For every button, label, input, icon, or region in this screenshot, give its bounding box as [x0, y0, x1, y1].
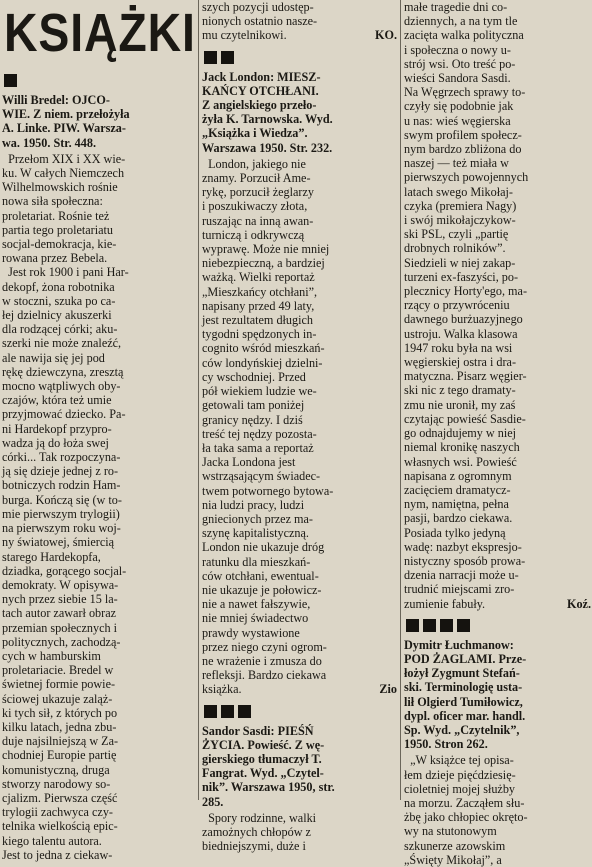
review-heading-luchmanow	[404, 638, 591, 752]
text-line: czyły się podobnie jak	[404, 99, 514, 114]
review-heading-bredel	[2, 93, 195, 150]
separator-square	[221, 51, 234, 64]
text-line: wy na stutonowym	[404, 824, 497, 839]
text-line: turzeni ex-faszyści, po-	[404, 269, 519, 284]
text-line: starego Hardekopfa,	[2, 549, 101, 564]
text-line: naszej — też miała w	[404, 156, 509, 171]
text-line: niebezpieczną, a bardziej	[202, 256, 325, 271]
text-line: burga. Kończą się (w to-	[2, 492, 122, 507]
text-line: „Święty Mikołaj”, a	[404, 852, 502, 867]
text-line: łej dzielnicy akuszerki	[2, 308, 112, 323]
text-line: Jest to jedna z ciekaw-	[2, 847, 113, 862]
text-line: go odnajdujemy w niej	[404, 426, 517, 441]
text-line: Sp. Wyd. „Czytelnik”,	[404, 722, 520, 737]
text-line: trudnić miejscami zro-	[404, 582, 515, 597]
section-title: KSIĄŻKI	[4, 3, 196, 63]
text-line: ku. W całych Niemczech	[2, 166, 125, 181]
text-line: chodniej Europie partię	[2, 748, 117, 763]
text-line: w stoczni, szuka po ca-	[2, 293, 116, 308]
review-body-bredel	[2, 152, 195, 862]
text-line: rowana przez Bebela.	[2, 251, 108, 266]
text-line: wadę: nazbyt ekspresjo-	[404, 539, 522, 554]
text-line: ców otchłani, ewentual-	[202, 568, 319, 583]
review-heading-london	[202, 70, 397, 155]
text-line: twem potwornego bytowa-	[202, 483, 334, 498]
text-line: łożył Zygmunt Stefań-	[404, 666, 520, 681]
text-line: 1950. Stron 262.	[404, 737, 488, 752]
text-line: zmu nie uronił, my zaś	[404, 397, 516, 412]
text-line: szkunerze azowskim	[404, 838, 506, 853]
text-line: Posiada tylko jedyną	[404, 525, 506, 540]
text-line: Willi Bredel: OJCO-	[2, 93, 110, 107]
text-line: mu czytelnikowi.	[202, 28, 287, 43]
text-line: ski PSL, czyli „partię	[404, 227, 509, 242]
text-line: dekopf, żona robotnika	[2, 279, 115, 294]
text-line: dla rodzącej córki; aku-	[2, 322, 118, 337]
text-line: Warszawa 1950. Str. 232.	[202, 140, 333, 155]
separator-square	[4, 74, 17, 87]
text-line: Jest rok 1900 i pani Har-	[2, 265, 129, 280]
text-line: żbę jako chłopiec okręto-	[404, 810, 528, 825]
text-line: znamy. Porzucił Ame-	[202, 171, 311, 186]
text-line: London, jakiego nie	[202, 156, 306, 171]
text-line: nych przez siebie 15 la-	[2, 592, 118, 607]
text-line: cioletniej mojej służby	[404, 781, 516, 796]
text-line: czajów, która też umie	[2, 393, 112, 408]
text-line: ważką. Wielki reportaż	[202, 270, 315, 285]
text-line: botniczych rodzin Ham-	[2, 478, 121, 493]
text-line: rykę, porzucił żeglarzy	[202, 185, 314, 200]
text-line: tygodni spędzonych in-	[202, 327, 317, 342]
text-line: świetnej formie powie-	[2, 677, 116, 692]
text-line: szerki nie może znaleźć,	[2, 336, 122, 351]
text-line: ustroju. Walka klasowa	[404, 326, 518, 341]
text-line: cognito wśród mieszkań-	[202, 341, 325, 356]
text-line: proletariacie. Bredel w	[2, 663, 114, 678]
text-line: łem dzieje pięćdziesię-	[404, 767, 516, 782]
text-line: ŻYCIA. Powieść. Z wę-	[202, 737, 325, 752]
text-line: czyka (premiera Nagy)	[404, 198, 517, 213]
text-line: POD ŻAGLAMI. Prze-	[404, 651, 527, 666]
text-line: prawdy wystawione	[202, 625, 300, 640]
text-line: refleksji. Bardzo ciekawa	[202, 668, 327, 683]
text-line: przez niego czyni ogrom-	[202, 639, 327, 654]
text-line: ców londyńskiej dzielni-	[202, 355, 323, 370]
text-line: nym, namiętna, pełna	[404, 497, 509, 512]
review-separator	[4, 74, 195, 88]
text-line: dzenia narracji może u-	[404, 568, 519, 583]
text-line: Jack London: MIESZ-	[202, 69, 321, 84]
text-line: na morzu. Zacząłem słu-	[404, 795, 525, 810]
text-line: cy wschodniej. Przed	[202, 369, 306, 384]
text-line: pasji, bardzo ciekawa.	[404, 511, 513, 526]
text-line: granicy nędzy. I dziś	[202, 412, 303, 427]
text-line: mie pierwszym trylogii)	[2, 506, 120, 521]
text-line: Z angielskiego przeło-	[202, 98, 317, 113]
text-line: dypl. oficer mar. handl.	[404, 708, 526, 723]
text-line: dziadka, gorącego socjal-	[2, 563, 127, 578]
review-separator	[406, 619, 591, 633]
text-line: zacięta walka polityczna	[404, 28, 524, 43]
text-line: nym bardzo zbliżona do	[404, 142, 522, 157]
separator-square	[423, 619, 436, 632]
text-line: ją się dzieje jednej z ro-	[2, 464, 119, 479]
text-line: ratunku dla mieszkań-	[202, 554, 311, 569]
separator-square	[440, 619, 453, 632]
text-line: latach swego Mikołaj-	[404, 184, 513, 199]
text-line: nie a nawet fałszywie,	[202, 597, 311, 612]
text-line: partia tego proletariatu	[2, 222, 113, 237]
text-line: KAŃCY OTCHŁANI.	[202, 83, 319, 98]
text-line: ski. Terminologię usta-	[404, 680, 523, 695]
text-line: gniecionych przez ma-	[202, 511, 313, 526]
column-3	[404, 0, 591, 867]
text-line: strój wsi. Oto treść po-	[404, 56, 516, 71]
text-line: własnych wsi. Powieść	[404, 454, 517, 469]
review-separator	[204, 705, 397, 719]
text-line: i poszukiwaczy złota,	[202, 199, 308, 214]
text-line: szych pozycji udostęp-	[202, 0, 314, 14]
text-line: nia ludzi pracy, ludzi	[202, 497, 305, 512]
text-line: córki... Tak rozpoczyna-	[2, 450, 121, 465]
text-line: zumienie fabuły.	[404, 596, 486, 611]
text-line: czytając powieść Sasdie-	[404, 411, 526, 426]
text-line: jest rezultatem długich	[202, 313, 314, 328]
text-line: nistyczny sposób prowa-	[404, 553, 526, 568]
text-line: ny światowej, śmiercią	[2, 535, 115, 550]
text-line: ruszając na inną awan-	[202, 213, 314, 228]
text-line: gierskiego tłumaczył T.	[202, 751, 322, 766]
text-line: rękę dziewczyna, zresztą	[2, 364, 124, 379]
text-line: szynę kapitalistyczną.	[202, 526, 309, 541]
text-line: tach autor zawarł obraz	[2, 606, 117, 621]
text-line: nie mniej świadectwo	[202, 611, 309, 626]
review-body-sasdi	[202, 811, 397, 854]
text-line: 1947 roku była na wsi	[404, 340, 513, 355]
text-line: demokraty. W opisywa-	[2, 577, 119, 592]
text-line: przemian społecznych i	[2, 620, 118, 635]
text-line: telnika wielkością epic-	[2, 819, 118, 834]
text-line: rzący o przywróceniu	[404, 298, 510, 313]
review-separator	[204, 51, 397, 65]
separator-square	[238, 705, 251, 718]
text-line: komunistyczną, druga	[2, 762, 110, 777]
text-line: nik”. Warszawa 1950, str.	[202, 780, 335, 795]
text-line: kilku latach, jedna zbu-	[2, 719, 117, 734]
text-line: cych w hamburskim	[2, 648, 101, 663]
review-author-zio: Zio	[379, 682, 397, 697]
text-line: zamożnych chłopów z	[202, 825, 311, 839]
text-line: nie ukazuje je połowicz-	[202, 582, 322, 597]
text-line: ki tych sił, z których po	[2, 705, 118, 720]
text-line: na pierwszym roku woj-	[2, 521, 121, 536]
text-line: Na Węgrzech sprawy to-	[404, 85, 526, 100]
text-line: trylogii zachwyca czy-	[2, 805, 113, 820]
text-line: książka.	[202, 682, 242, 697]
text-line: wstrząsającym świadec-	[202, 469, 321, 484]
text-line: Przełom XIX i XX wie-	[2, 151, 126, 166]
text-line: stworzy narodowy so-	[2, 776, 111, 791]
text-line: matyczna. Pisarz węgier-	[404, 369, 527, 384]
text-line: kiego talentu autora.	[2, 833, 102, 848]
text-line: Spory rodzinne, walki	[202, 810, 317, 825]
text-line: treść tej nędzy pozosta-	[202, 426, 317, 441]
text-line: wa. 1950. Str. 448.	[2, 135, 97, 150]
text-line: małe tragedie dni co-	[404, 0, 508, 14]
text-line: socjal-demokracja, kie-	[2, 237, 117, 252]
text-line: nowa siła społeczna:	[2, 194, 103, 209]
text-line: proletariat. Rośnie też	[2, 208, 110, 223]
text-line: politycznych, zachodzą-	[2, 634, 121, 649]
text-line: biedniejszymi, duże i	[202, 839, 306, 854]
text-line: drobnych rolników”.	[404, 241, 506, 256]
text-line: ski nic z tego dramaty-	[404, 383, 516, 398]
text-line: „Mieszkańcy otchłani”,	[202, 284, 318, 299]
text-line: napisana z ogromnym	[404, 468, 512, 483]
text-line: zacięciem dramatycz-	[404, 482, 511, 497]
text-line: i swój mikołajczykow-	[404, 213, 516, 228]
review-body-luchmanow	[404, 753, 591, 867]
text-line: pierwszych powojennych	[404, 170, 529, 185]
column-2	[202, 0, 397, 854]
separator-square	[204, 51, 217, 64]
text-line: ni Hardekopf przypro-	[2, 421, 112, 436]
separator-square	[204, 705, 217, 718]
text-line: duje najsilniejszą w Za-	[2, 734, 119, 749]
text-line: „W książce tej opisa-	[404, 753, 514, 768]
text-line: wadza ją do łoża swej	[2, 435, 109, 450]
review-body-london	[202, 157, 397, 697]
text-line: cjalizm. Pierwsza część	[2, 790, 118, 805]
text-line: u nas: wieś węgierska	[404, 113, 511, 128]
review-author-ko: KO.	[374, 28, 397, 43]
text-line: ale nawija się jej pod	[2, 350, 105, 365]
text-line: pół wiekiem ludzie we-	[202, 384, 317, 399]
text-line: ściowej ukazuje zaląż-	[2, 691, 113, 706]
text-line: Jacka Londona jest	[202, 455, 296, 470]
text-line: wieści Sandora Sasdi.	[404, 71, 511, 86]
text-line: lił Olgierd Tumiłowicz,	[404, 694, 523, 709]
text-line: żyła K. Tarnowska. Wyd.	[202, 112, 333, 127]
text-line: plecznicy Horty'ego, ma-	[404, 284, 528, 299]
text-line: getowali tam poniżej	[202, 398, 305, 413]
review-author-koz: Koź.	[566, 596, 591, 611]
text-line: węgierskiej ostra i dra-	[404, 355, 517, 370]
separator-square	[221, 705, 234, 718]
text-line: Sandor Sasdi: PIEŚŃ	[202, 723, 314, 738]
separator-square	[457, 619, 470, 632]
column-divider	[198, 0, 199, 800]
text-line: przyjmować dziecko. Pa-	[2, 407, 126, 422]
text-line: dziennych, a na tym tle	[404, 14, 518, 29]
text-line: A. Linke. PIW. Warsza-	[2, 121, 126, 136]
text-line: London nie ukazuje dróg	[202, 540, 325, 555]
text-line: swym profilem społecz-	[404, 127, 522, 142]
text-line: napisany przed 49 laty,	[202, 298, 315, 313]
text-line: i społeczna o nowy u-	[404, 42, 511, 57]
text-line: Wilhelmowskich rośnie	[2, 180, 118, 195]
text-line: nionych ostatnio nasze-	[202, 14, 318, 29]
review-heading-sasdi	[202, 724, 397, 809]
text-line: wyprawę. Może nie mniej	[202, 242, 330, 257]
separator-square	[406, 619, 419, 632]
column-1	[2, 0, 196, 862]
text-line: mocno wątpliwych oby-	[2, 379, 121, 394]
text-line: Fangrat. Wyd. „Czytel-	[202, 766, 324, 781]
text-line: 285.	[202, 794, 224, 809]
text-line: dawnego burżuazyjnego	[404, 312, 523, 327]
text-line: niemal kronikę naszych	[404, 440, 520, 455]
text-line: Dymitr Łuchmanow:	[404, 637, 514, 652]
text-line: ła taka sama a reportaż	[202, 440, 314, 455]
text-line: Siedzieli w niej zakap-	[404, 255, 516, 270]
text-line: ne wrażenie i zmusza do	[202, 653, 322, 668]
text-line: turniczą i odkrywczą	[202, 227, 305, 242]
review-body-sasdi-continued	[404, 0, 591, 611]
column-divider	[400, 0, 401, 800]
text-line: „Książka i Wiedza”.	[202, 126, 308, 141]
text-line: WIE. Z niem. przełożyła	[2, 107, 130, 122]
